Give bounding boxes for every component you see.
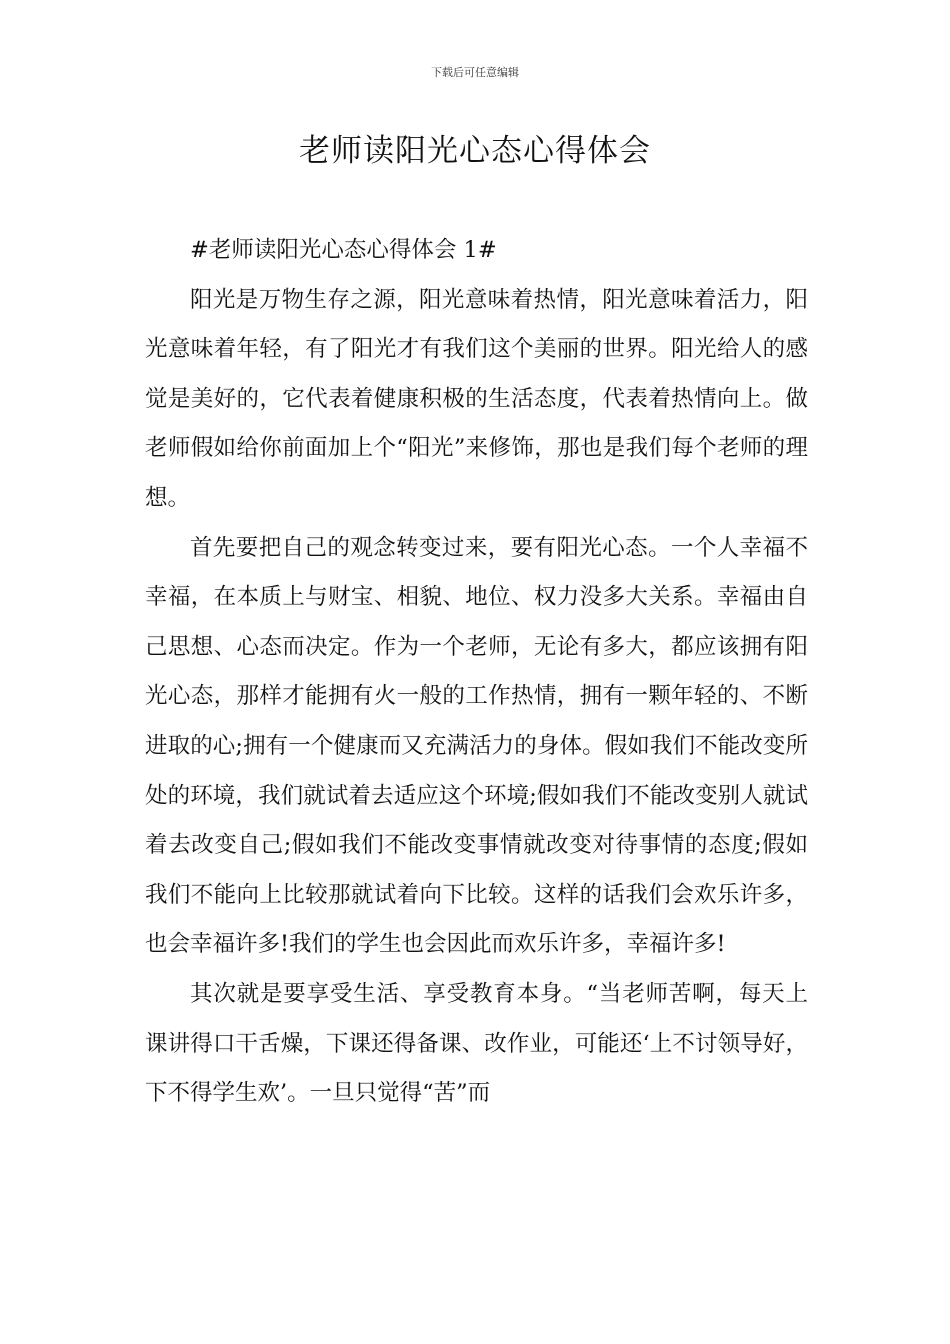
paragraph-2: 首先要把自己的观念转变过来，要有阳光心态。一个人幸福不幸福，在本质上与财宝、相貌、地位、权力没多大关系。幸福由自己思想、心态而决定。作为一个老师，无论有多大，都应该拥有阳光心态，那样才能拥有火一般的工作热情，拥有一颗年轻的、不断进取的心;拥有一个健康而又充满活力的身体。假如我们不能改变所处的环境，我们就试着去适应这个环境;假如我们不能改变别人就试着去改变自己;假如我们不能改变事情就改变对待事情的态度;假如我们不能向上比较那就试着向下比较。这样的话我们会欢乐许多，也会幸福许多!我们的学生也会因此而欢乐许多，幸福许多! xyxy=(145,534,808,958)
paragraph-3: 其次就是要享受生活、享受教育本身。“当老师苦啊，每天上课讲得口干舌燥，下课还得备课、改作业，可能还‘上不讨领导好，下不得学生欢’。一旦只觉得“苦”而 xyxy=(145,980,808,1107)
document-title: 老师读阳光心态心得体会 xyxy=(299,133,651,169)
paragraph-1: 阳光是万物生存之源，阳光意味着热情，阳光意味着活力，阳光意味着年轻，有了阳光才有我们这个美丽的世界。阳光给人的感觉是美好的，它代表着健康积极的生活态度，代表着热情向上。做老师假如给你前面加上个“阳光”来修饰，那也是我们每个老师的理想。 xyxy=(145,286,808,511)
page-header-note: 下载后可任意编辑 xyxy=(431,66,519,79)
section-heading: #老师读阳光心态心得体会 1# xyxy=(190,237,497,263)
document-body xyxy=(145,226,808,1119)
